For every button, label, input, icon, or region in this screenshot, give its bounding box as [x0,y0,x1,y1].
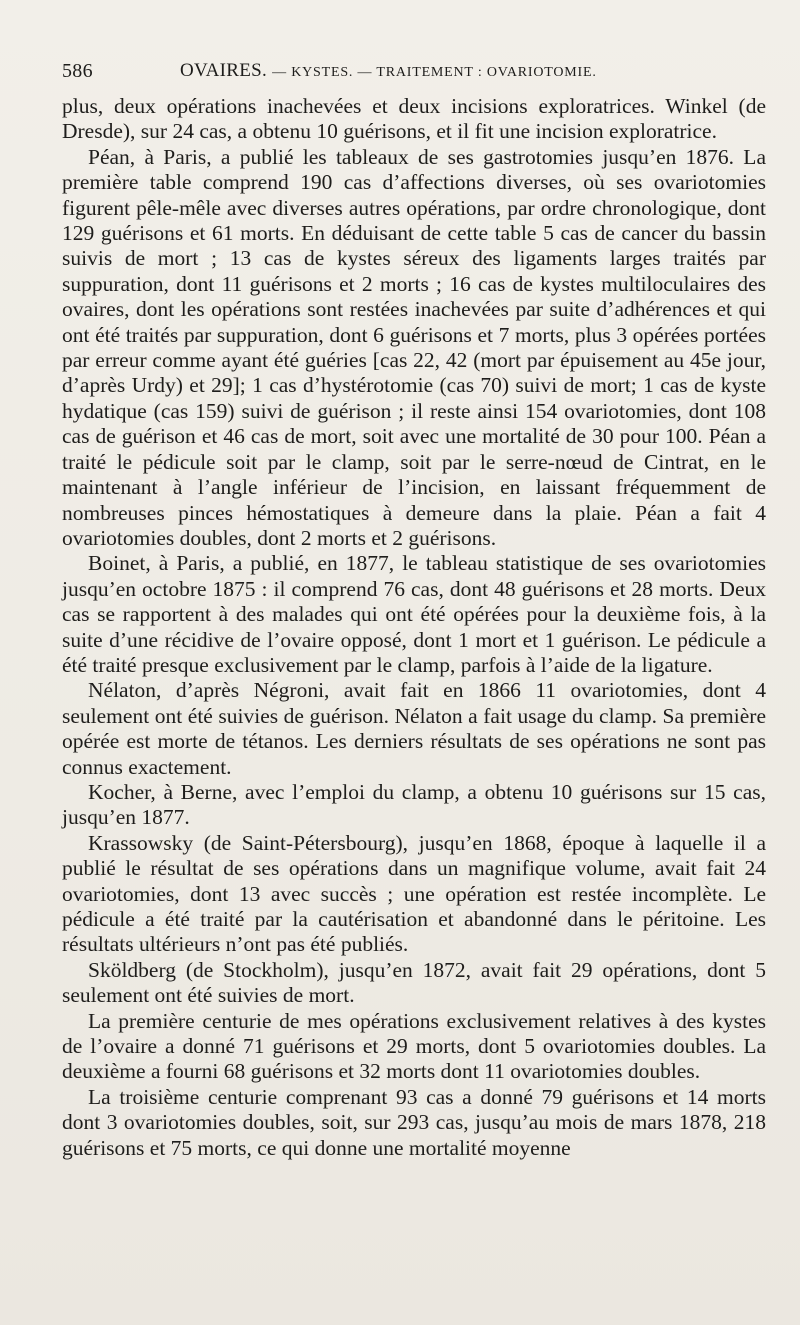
paragraph-nelaton: Nélaton, d’après Négroni, avait fait en 1866 11 ovariotomies, dont 4 seulement ont été suivies de guérison. Nélaton a fait usage du clamp. Sa première opérée est morte de tétanos. Les derniers résultats de ses opérations ne sont pas connus exactement. [62,678,766,779]
running-header [62,60,766,88]
paragraph-kocher: Kocher, à Berne, avec l’emploi du clamp, a obtenu 10 guérisons sur 15 cas, jusqu’en 1877. [62,779,766,830]
paragraph-krassowsky: Krassowsky (de Saint-Pétersbourg), jusqu’en 1868, époque à laquelle il a publié le résultat de ses opérations dans un magnifique volume, avait fait 24 ovariotomies, dont 13 avec succès ; une opération est restée incomplète. Le pédicule a été traité par la cautérisation et abandonné dans le péritoine. Les résultats ultérieurs n’ont pas été publiés. [62,830,766,957]
running-title-main: OVAIRES. [180,60,268,81]
page-number: 586 [62,60,93,82]
paragraph-skoldberg: Sköldberg (de Stockholm), jusqu’en 1872, avait fait 29 opérations, dont 5 seulement ont été suivies de mort. [62,957,766,1008]
running-title-rest: — KYSTES. — TRAITEMENT : OVARIOTOMIE. [272,65,597,80]
paragraph-pean: Péan, à Paris, a publié les tableaux de ses gastrotomies jusqu’en 1876. La première table comprend 190 cas d’affections diverses, où ses ovariotomies figurent pêle-mêle avec diverses autres opérations, par ordre chronologique, dont 129 guérisons et 61 morts. En déduisant de cette table 5 cas de cancer du bassin suivis de mort ; 13 cas de kystes séreux des ligaments larges traités par suppuration, dont 11 guérisons et 2 morts ; 16 cas de kystes multiloculaires des ovaires, dont les opérations sont restées inachevées par suite d’adhérences et qui ont été traités par suppuration, dont 6 guérisons et 7 morts, plus 3 opérées portées par erreur comme ayant été guéries [cas 22, 42 (mort par épuisement au 45e jour, d’après Urdy) et 29]; 1 cas d’hystérotomie (cas 70) suivi de mort; 1 cas de kyste hydatique (cas 159) suivi de guérison ; il reste ainsi 154 ovariotomies, dont 108 cas de guérison et 46 cas de mort, soit avec une mortalité de 30 pour 100. Péan a traité le pédicule soit par le clamp, soit par le serre-nœud de Cintrat, en le maintenant à l’angle inférieur de l’incision, en laissant fréquemment de nombreuses pinces hémostatiques à demeure dans la plaie. Péan a fait 4 ovariotomies doubles, dont 2 morts et 2 guérisons. [62,144,766,550]
running-title [180,60,597,82]
paragraph-premiere-centurie: La première centurie de mes opérations exclusivement relatives à des kystes de l’ovaire a donné 71 guérisons et 29 morts, dont 5 ovariotomies doubles. La deuxième a fourni 68 guérisons et 32 morts dont 11 ovariotomies doubles. [62,1008,766,1084]
body-text [62,94,766,1161]
paragraph-winkel-end: plus, deux opérations inachevées et deux incisions exploratrices. Winkel (de Dresde), sur 24 cas, a obtenu 10 guérisons, et il fit une incision exploratrice. [62,94,766,144]
paragraph-boinet: Boinet, à Paris, a publié, en 1877, le tableau statistique de ses ovariotomies jusqu’en octobre 1875 : il comprend 76 cas, dont 48 guérisons et 28 morts. Deux cas se rapportent à des malades qui ont été opérées pour la deuxième fois, à la suite d’une récidive de l’ovaire opposé, dont 1 mort et 1 guérison. Le pédicule a été traité presque exclusivement par le clamp, parfois à l’aide de la ligature. [62,551,766,677]
paragraph-troisieme-centurie: La troisième centurie comprenant 93 cas a donné 79 guérisons et 14 morts dont 3 ovariotomies doubles, soit, sur 293 cas, jusqu’au mois de mars 1878, 218 guérisons et 75 morts, ce qui donne une mortalité moyenne [62,1084,766,1160]
